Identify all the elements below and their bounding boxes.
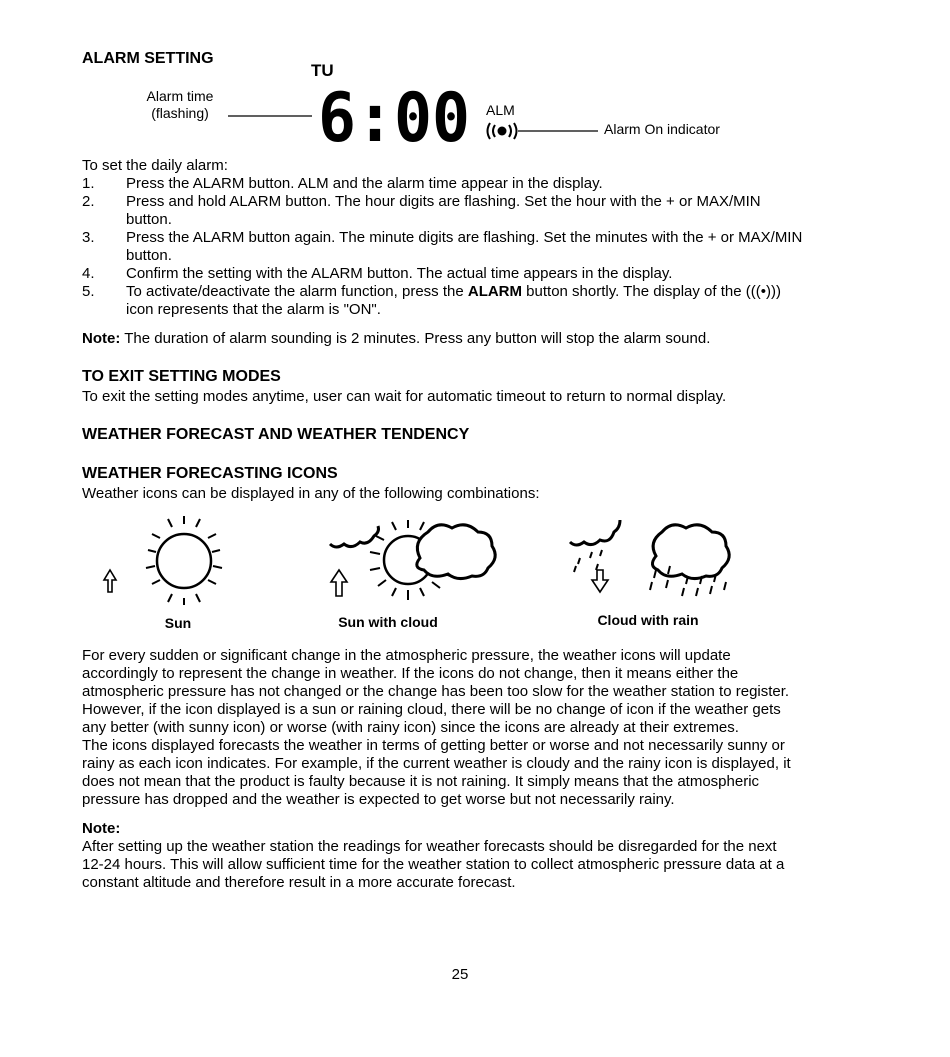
arrow-down-icon xyxy=(592,570,608,592)
list-item: 1. Press the ALARM button. ALM and the alarm time appear in the display. xyxy=(82,175,603,192)
paragraph-line: For every sudden or significant change in the atmospheric pressure, the weather icons will update xyxy=(82,647,731,664)
forecast-heading: WEATHER FORECAST AND WEATHER TENDENCY xyxy=(82,426,470,443)
list-item: 3. Press the ALARM button again. The minute digits are flashing. Set the minutes with the + or MAX/MIN button. xyxy=(82,229,803,264)
paragraph-line: The icons displayed forecasts the weather in terms of getting better or worse and not necessarily sunny or xyxy=(82,737,785,754)
icon-caption-sun: Sun xyxy=(164,615,192,631)
alarm-note: Note: The duration of alarm sounding is 2 minutes. Press any button will stop the alarm sound. xyxy=(82,330,711,347)
alarm-on-indicator-label: Alarm On indicator xyxy=(604,121,720,137)
alarm-setting-heading: ALARM SETTING xyxy=(82,50,214,67)
sun-icon xyxy=(146,516,222,605)
exit-text: To exit the setting modes anytime, user can wait for automatic timeout to return to normal display. xyxy=(82,388,727,405)
sun-with-cloud-icon xyxy=(330,520,495,600)
lcd-alm: ALM xyxy=(486,102,515,118)
paragraph-line: atmospheric pressure has not changed or the change has been too slow for the weather station to register. xyxy=(82,683,790,700)
forecast-note-label: Note: xyxy=(82,820,121,837)
forecast-icons-intro: Weather icons can be displayed in any of the following combinations: xyxy=(82,485,540,502)
weather-icons-illustration xyxy=(0,510,950,610)
alarm-intro: To set the daily alarm: xyxy=(82,157,228,174)
arrow-up-icon xyxy=(331,570,347,596)
alarm-time-label-line1: Alarm time xyxy=(146,88,214,104)
page-number: 25 xyxy=(451,966,469,983)
alarm-steps xyxy=(82,175,872,319)
alarm-on-icon xyxy=(488,123,517,139)
note-line: constant altitude and therefore result in a more accurate forecast. xyxy=(82,874,516,891)
icon-caption-sun-with-cloud: Sun with cloud xyxy=(338,614,438,630)
arrow-up-icon xyxy=(104,570,116,592)
paragraph-line: pressure has dropped and the weather is expected to get worse but not necessarily rainy. xyxy=(82,791,675,808)
list-item: 4. Confirm the setting with the ALARM button. The actual time appears in the display. xyxy=(82,265,673,282)
paragraph-line: rainy as each icon indicates. For example, if the current weather is cloudy and the rainy icon is displayed, it xyxy=(82,755,791,772)
note-line: After setting up the weather station the readings for weather forecasts should be disregarded for the next xyxy=(82,838,777,855)
paragraph-line: any better (with sunny icon) or worse (with rainy icon) since the icons are already at their extremes. xyxy=(82,719,739,736)
lcd-display-illustration xyxy=(0,55,950,155)
cloud-with-rain-icon xyxy=(570,520,729,596)
paragraph-line: accordingly to represent the change in weather. If the icons do not change, then it means either the xyxy=(82,665,739,682)
icon-caption-cloud-with-rain: Cloud with rain xyxy=(597,612,699,628)
note-line: 12-24 hours. This will allow sufficient time for the weather station to collect atmospheric pressure data at a xyxy=(82,856,785,873)
lcd-day: TU xyxy=(311,61,334,80)
paragraph-line: does not mean that the product is faulty because it is not raining. It simply means that the atmospheric xyxy=(82,773,760,790)
list-item: 5. To activate/deactivate the alarm function, press the ALARM button shortly. The display of the (((•))) icon represents that the alarm is "ON". xyxy=(82,283,781,318)
forecast-icons-heading: WEATHER FORECASTING ICONS xyxy=(82,465,338,482)
list-item: 2. Press and hold ALARM button. The hour digits are flashing. Set the hour with the + or MAX/MIN button. xyxy=(82,193,761,228)
lcd-time: 6:00 xyxy=(318,79,470,155)
forecast-note xyxy=(82,838,784,892)
forecast-paragraph xyxy=(82,647,791,809)
alarm-time-label-line2: (flashing) xyxy=(151,105,209,121)
exit-heading: TO EXIT SETTING MODES xyxy=(82,368,281,385)
paragraph-line: However, if the icon displayed is a sun or raining cloud, there will be no change of icon if the weather gets xyxy=(82,701,781,718)
